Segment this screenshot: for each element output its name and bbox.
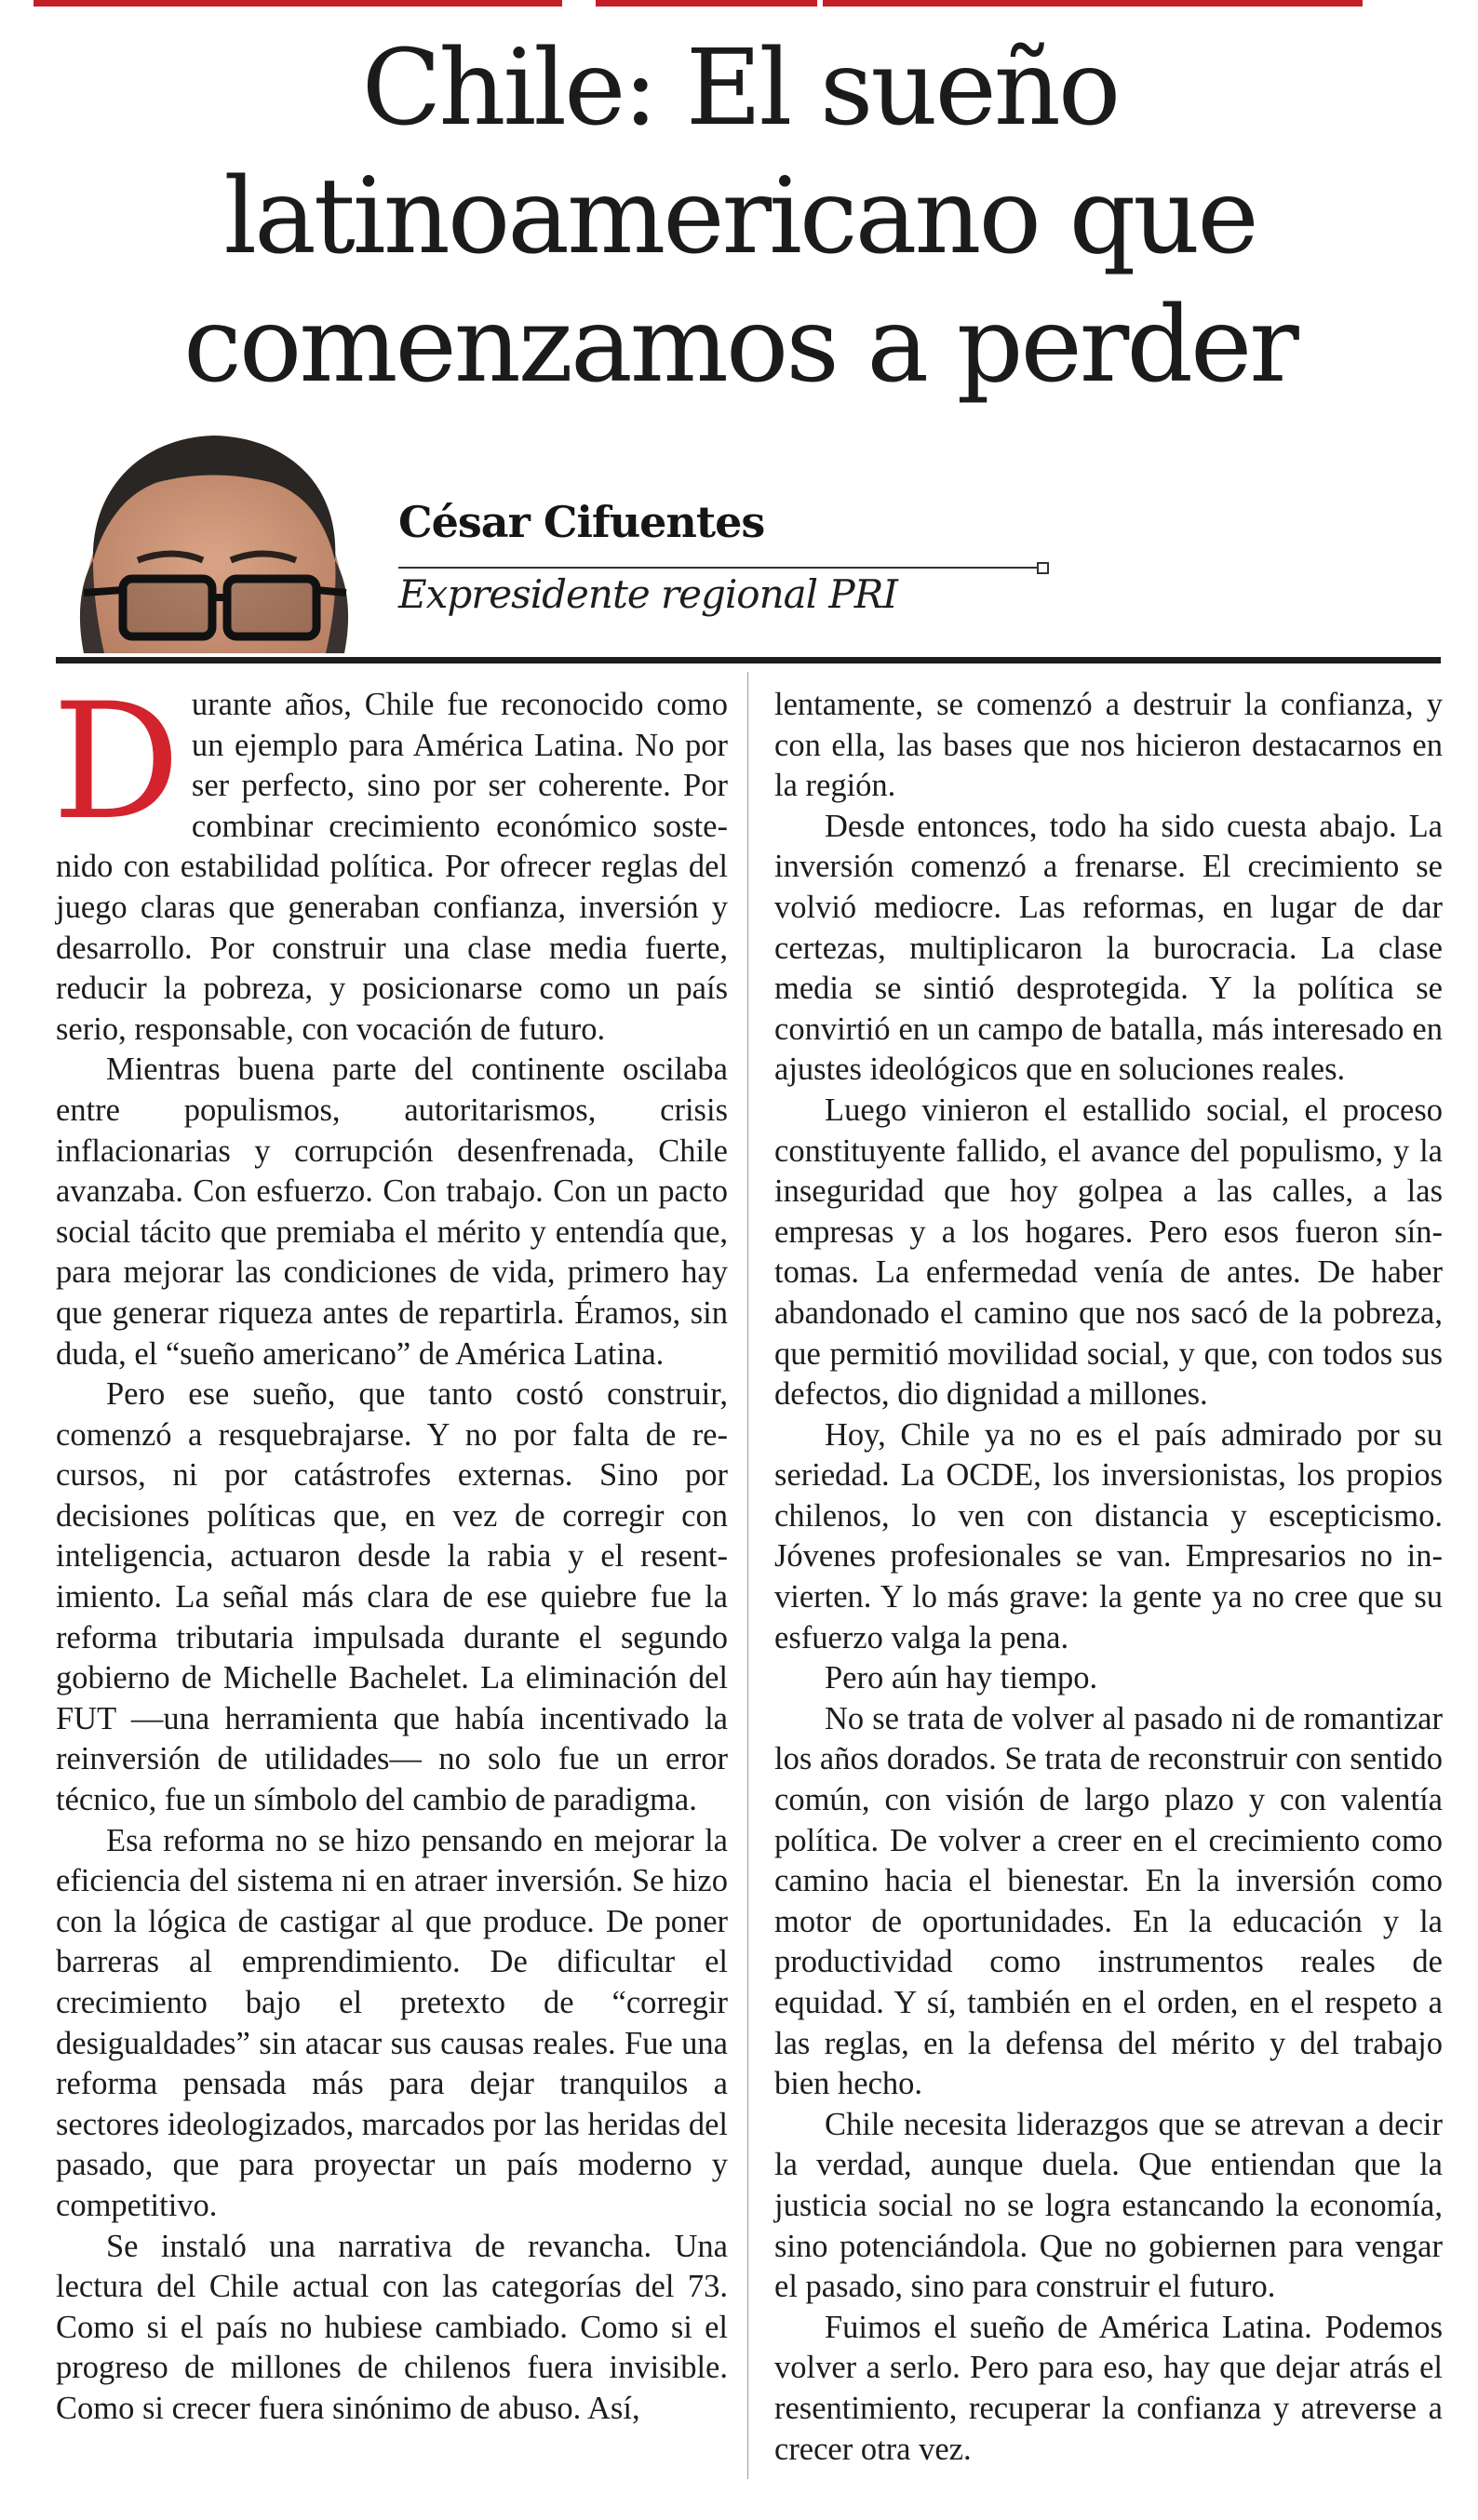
top-accent-bar [34,0,562,7]
article-paragraph: Pero ese sueño, que tanto costó construir, comenzó a resquebrajarse. Y no por falta de recursos, ni por catástrofes externas. Sino por decisiones políticas que, en vez de corregir con inteligencia, actuaron desde la rabia y el resentimiento. La señal más clara de ese quiebre fue la reforma tributaria impulsada durante el segundo gobierno de Michelle Bachelet. La eliminación del FUT —una herramienta que había incentivado la reinversión de utilidades— no solo fue un error técnico, fue un símbolo del cambio de paradigma. [56,1376,728,1818]
author-name: César Cifuentes [398,497,765,547]
article-paragraph: Esa reforma no se hizo pensando en mejorar la eficiencia del sistema ni en atraer inversión. Se hizo con la lógica de castigar al que produce. De poner barreras al emprendimiento. De dificultar el crecimiento bajo el pretexto de “corregir desigualdades” sin atacar sus causas reales. Fue una reforma pensada más para dejar tranquilos a sectores ideologizados, marcados por las heridas del pasado, que para proyectar un país moderno y competitivo. [56,1822,728,2223]
column-divider [747,672,748,2479]
paragraph-text: urante años, Chile fue reconocido como un ejemplo para América Latina. No por ser perfecto, sino por ser coherente. Por combinar crecimiento económico sostenido con estabilidad política. Por ofrecer reglas del juego claras que generaban confianza, inversión y desarrollo. Por construir una clase media fuerte, reducir la pobreza, y posicionarse como un país serio, responsable, con vocación de futuro. [56,687,728,1047]
section-divider [56,657,1441,664]
article-paragraph: Mientras buena parte del continente oscilaba entre populismos, autoritarismos, crisis inflacionarias y corrupción desenfrenada, Chile avanzaba. Con esfuerzo. Con trabajo. Con un pacto social tácito que premiaba el mérito y entendía que, para mejorar las condiciones de vida, primero hay que generar riqueza antes de repartirla. Éramos, sin duda, el “sueño americano” de América Latina. [56,1052,728,1372]
article-paragraph: Desde entonces, todo ha sido cuesta abajo. La inversión comenzó a frenarse. El crecimiento se volvió mediocre. Las reformas, en lugar de dar certezas, multiplicaron la burocracia. La clase media se sintió desprotegida. Y la política se convirtió en un campo de batalla, más interesado en ajustes ideológicos que en soluciones reales. [774,808,1443,1088]
top-accent-bar [823,0,1363,7]
author-portrait [56,421,372,653]
rule-square-ornament [1037,562,1049,574]
article-paragraph [52,668,728,1050]
article-paragraph: lentamente, se comenzó a destruir la confianza, y con ella, las bases que nos hicieron destacarnos en la región. [774,687,1443,804]
article-paragraph: Chile necesita liderazgos que se atrevan a decir la verdad, aunque duela. Que entiendan que la justicia social no se logra estancando la economía, sino potenciándola. Que no gobiernen para vengar el pasado, sino para construir el futuro. [774,2106,1443,2305]
article-paragraph: Se instaló una narrativa de revancha. Una lectura del Chile actual con las categorías del 73. Como si el país no hubiese cambiado. Como si el progreso de millones de chilenos fuera invisible. Como si crecer fuera sinónimo de abuso. Así, [56,2228,728,2426]
author-role: Expresidente regional PRI [398,571,897,617]
article-paragraph: Hoy, Chile ya no es el país admirado por su seriedad. La OCDE, los inversionistas, los propios chilenos, lo ven con distancia y escepticismo. Jóvenes profesionales se van. Empresarios no invierten. Y lo más grave: la gente ya no cree que su esfuerzo valga la pena. [774,1416,1443,1655]
article-column-left [52,668,728,2430]
article-headline: Chile: El sueño latinoamericano que comenzamos a perder [183,28,1297,406]
article-paragraph: No se trata de volver al pasado ni de romantizar los años dorados. Se trata de reconstruir con sentido común, con visión de largo plazo y con valentía política. De volver a creer en el crecimiento como camino hacia el bienestar. En la inversión como motor de oportunidades. En la educación y la productividad como instrumentos reales de equidad. Y sí, también en el orden, en el respeto a las reglas, en la defensa del mérito y del trabajo bien hecho. [774,1700,1443,2102]
author-rule [398,567,1041,569]
article-paragraph: Pero aún hay tiempo. [825,1660,1098,1696]
article-column-right [774,685,1443,2470]
article-paragraph: Fuimos el sueño de América Latina. Podemos volver a serlo. Pero para eso, hay que dejar atrás el resentimiento, recuperar la confianza y atreverse a crecer otra vez. [774,2309,1443,2467]
article-paragraph: Luego vinieron el estallido social, el proceso constituyente fallido, el avance del populismo, y la inseguridad que hoy golpea a las calles, a las empresas y a los hogares. Pero esos fueron síntomas. La enfermedad venía de antes. De haber abandonado el camino que nos sacó de la pobreza, que permitió movilidad social, y que, con todos sus defectos, dio dignidad a millones. [774,1092,1443,1413]
drop-cap: D [52,668,181,855]
top-accent-bar [596,0,817,7]
